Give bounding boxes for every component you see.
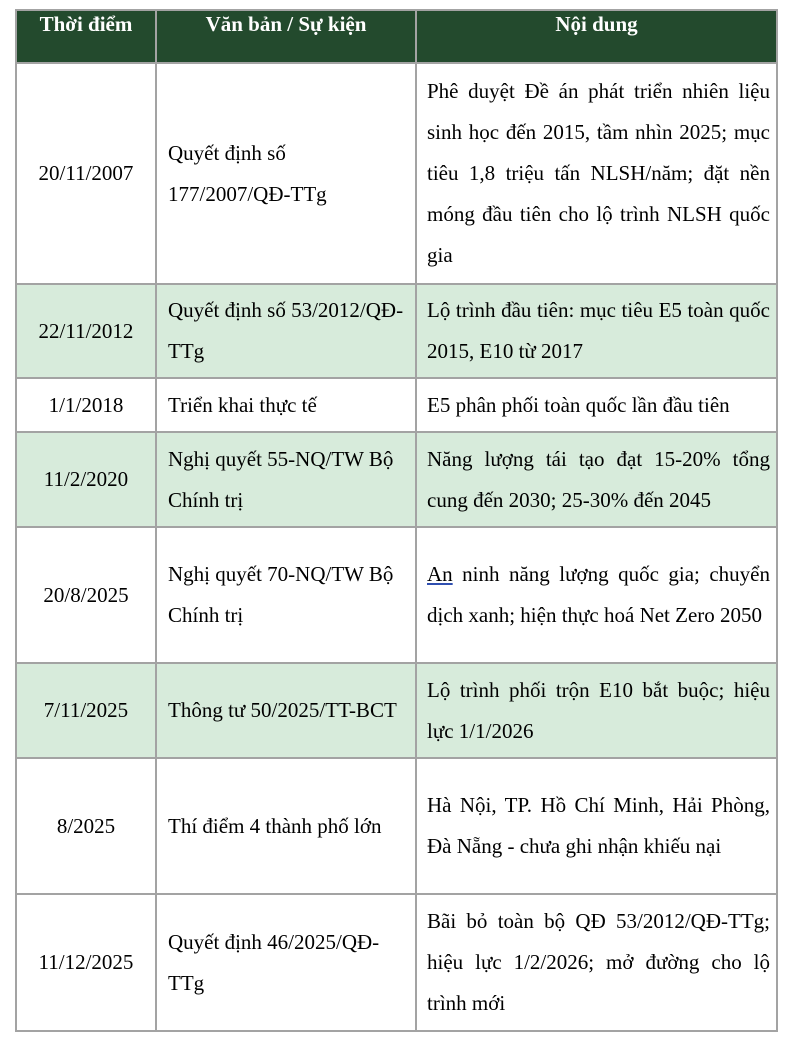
table-row: [16, 378, 777, 432]
row-date: 11/2/2020: [16, 432, 156, 527]
timeline-table: [15, 9, 778, 1032]
column-header-document: Văn bản / Sự kiện: [156, 10, 416, 63]
row-date: 8/2025: [16, 758, 156, 894]
row-content: E5 phân phối toàn quốc lần đầu tiên: [416, 378, 777, 432]
table-header-row: [16, 10, 777, 63]
row-document: Thông tư 50/2025/TT-BCT: [156, 663, 416, 758]
row-date: 7/11/2025: [16, 663, 156, 758]
row-content: Hà Nội, TP. Hồ Chí Minh, Hải Phòng, Đà Nẵng - chưa ghi nhận khiếu nại: [416, 758, 777, 894]
table-row: [16, 63, 777, 284]
underlined-word: An: [427, 562, 453, 586]
row-date: 1/1/2018: [16, 378, 156, 432]
row-date: 20/11/2007: [16, 63, 156, 284]
table-row: [16, 663, 777, 758]
column-header-date: Thời điểm: [16, 10, 156, 63]
row-date: 20/8/2025: [16, 527, 156, 663]
column-header-content: Nội dung: [416, 10, 777, 63]
row-document: Quyết định số 53/2012/QĐ-TTg: [156, 284, 416, 378]
row-content: [416, 527, 777, 663]
table-row: [16, 894, 777, 1031]
table-row: [16, 284, 777, 378]
row-content: Phê duyệt Đề án phát triển nhiên liệu sinh học đến 2015, tầm nhìn 2025; mục tiêu 1,8 triệu tấn NLSH/năm; đặt nền móng đầu tiên cho lộ trình NLSH quốc gia: [416, 63, 777, 284]
row-document: Thí điểm 4 thành phố lớn: [156, 758, 416, 894]
table-row: [16, 527, 777, 663]
row-document: Quyết định 46/2025/QĐ-TTg: [156, 894, 416, 1031]
row-content-rest: ninh năng lượng quốc gia; chuyển dịch xanh; hiện thực hoá Net Zero 2050: [427, 562, 770, 627]
row-document: Quyết định số 177/2007/QĐ-TTg: [156, 63, 416, 284]
row-content: Bãi bỏ toàn bộ QĐ 53/2012/QĐ-TTg; hiệu lực 1/2/2026; mở đường cho lộ trình mới: [416, 894, 777, 1031]
table-row: [16, 432, 777, 527]
row-document: Nghị quyết 70-NQ/TW Bộ Chính trị: [156, 527, 416, 663]
row-content: Năng lượng tái tạo đạt 15-20% tổng cung đến 2030; 25-30% đến 2045: [416, 432, 777, 527]
row-content: Lộ trình phối trộn E10 bắt buộc; hiệu lực 1/1/2026: [416, 663, 777, 758]
row-content: Lộ trình đầu tiên: mục tiêu E5 toàn quốc 2015, E10 từ 2017: [416, 284, 777, 378]
row-date: 11/12/2025: [16, 894, 156, 1031]
table-row: [16, 758, 777, 894]
row-date: 22/11/2012: [16, 284, 156, 378]
row-document: Nghị quyết 55-NQ/TW Bộ Chính trị: [156, 432, 416, 527]
row-document: Triển khai thực tế: [156, 378, 416, 432]
